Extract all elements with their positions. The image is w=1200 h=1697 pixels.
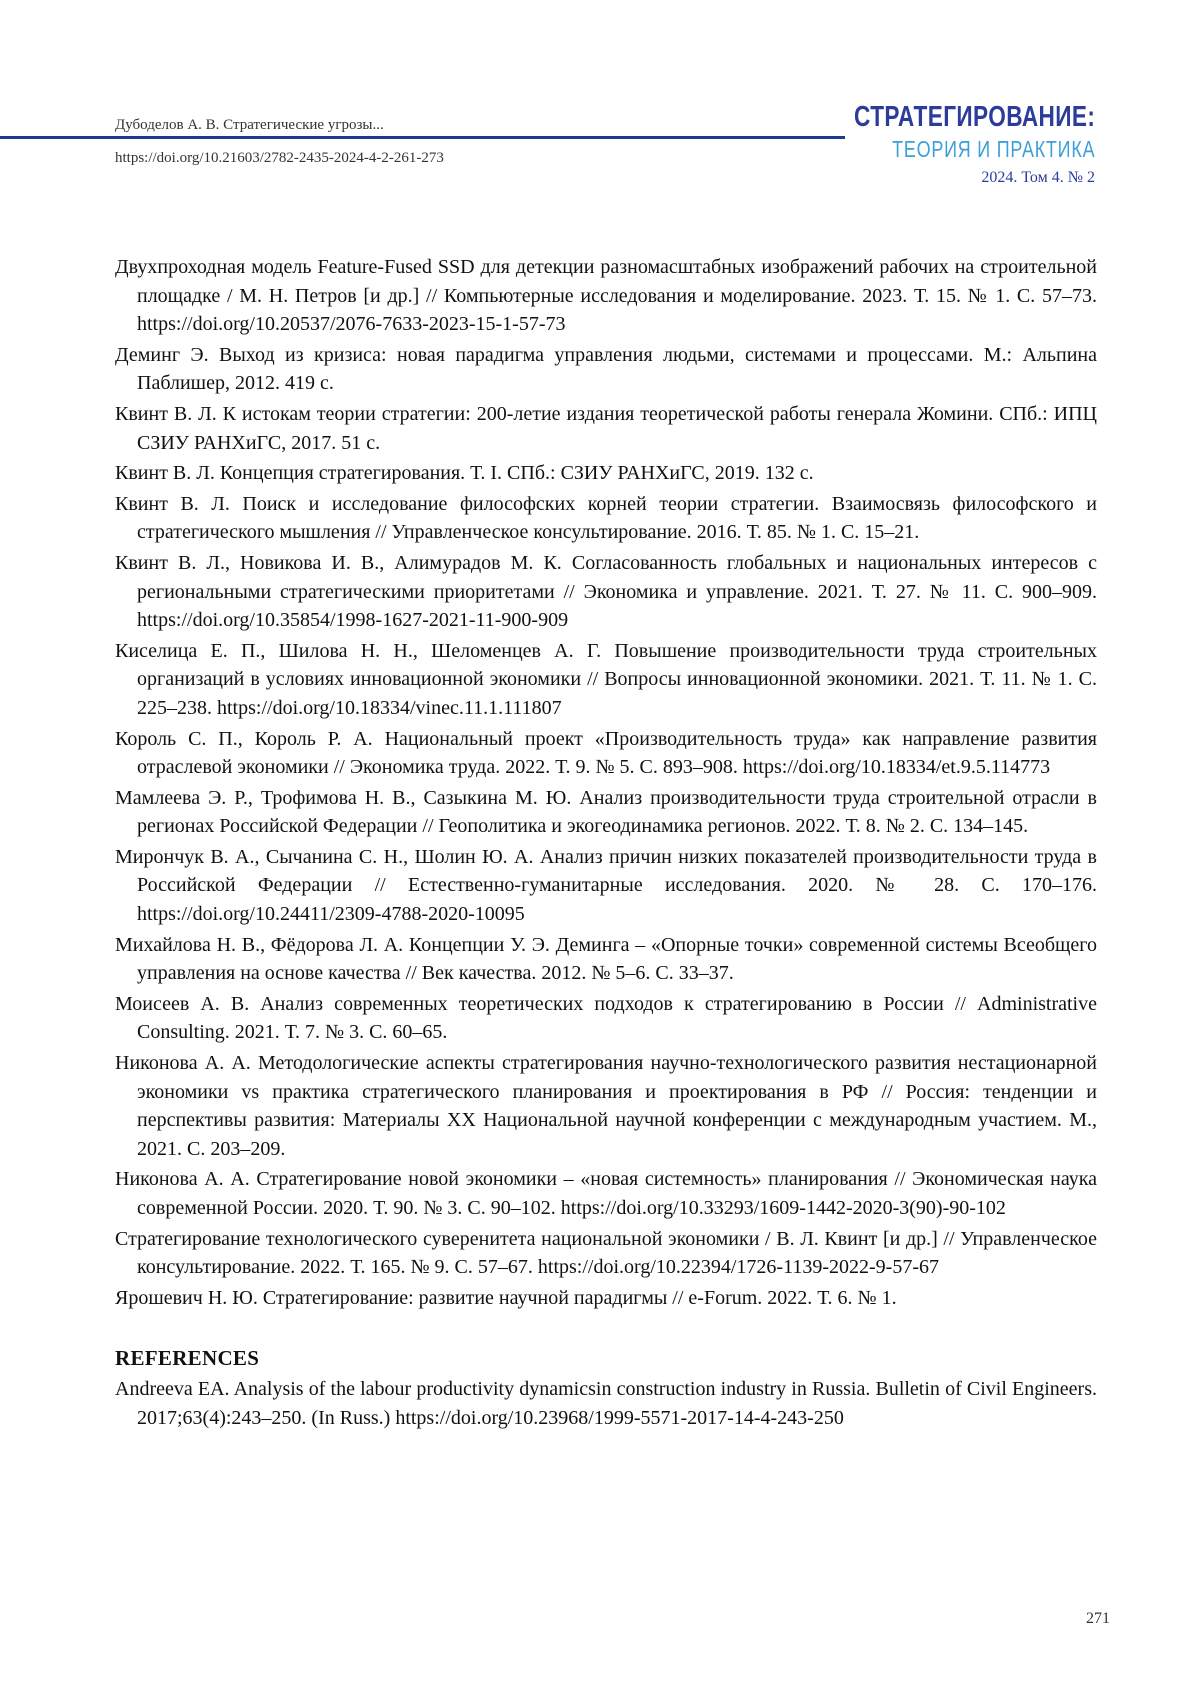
reference-item: Квинт В. Л., Новикова И. В., Алимурадов М. К. Согласованность глобальных и национальных интересов с региональными стратегическими приоритетами // Экономика и управление. 2021. Т. 27. № 11. С. 900–909. https://doi.org/10.35854/1998-1627-2021-11-900-909	[115, 549, 1097, 635]
header-rule	[0, 136, 845, 139]
reference-item: Киселица Е. П., Шилова Н. Н., Шеломенцев А. Г. Повышение производительности труда строительных организаций в условиях инновационной экономики // Вопросы инновационной экономики. 2021. Т. 11. № 1. С. 225–238. https://doi.org/10.18334/vinec.11.1.111807	[115, 637, 1097, 723]
reference-item: Михайлова Н. В., Фёдорова Л. А. Концепции У. Э. Деминга – «Опорные точки» современной системы Всеобщего управления на основе качества // Век качества. 2012. № 5–6. С. 33–37.	[115, 931, 1097, 988]
reference-item-en: Andreeva EA. Analysis of the labour productivity dynamicsin construction industry in Russia. Bulletin of Civil Engineers. 2017;63(4):243–250. (In Russ.) https://doi.org/10.23968/1999-5571-2017-14-4-243-250	[115, 1375, 1097, 1432]
reference-item: Деминг Э. Выход из кризиса: новая парадигма управления людьми, системами и процессами. М.: Альпина Паблишер, 2012. 419 с.	[115, 341, 1097, 398]
reference-item: Двухпроходная модель Feature-Fused SSD для детекции разномасштабных изображений рабочих на строительной площадке / М. Н. Петров [и др.] // Компьютерные исследования и моделирование. 2023. Т. 15. № 1. С. 57–73. https://doi.org/10.20537/2076-7633-2023-15-1-57-73	[115, 253, 1097, 339]
reference-item: Король С. П., Король Р. А. Национальный проект «Производительность труда» как направление развития отраслевой экономики // Экономика труда. 2022. Т. 9. № 5. С. 893–908. https://doi.org/10.18334/et.9.5.114773	[115, 725, 1097, 782]
journal-masthead	[786, 100, 1095, 187]
references-heading: REFERENCES	[115, 1346, 1097, 1371]
reference-item: Ярошевич Н. Ю. Стратегирование: развитие научной парадигмы // e-Forum. 2022. Т. 6. № 1.	[115, 1284, 1097, 1313]
reference-item: Квинт В. Л. К истокам теории стратегии: 200-летие издания теоретической работы генерала Жомини. СПб.: ИПЦ СЗИУ РАНХиГС, 2017. 51 с.	[115, 400, 1097, 457]
running-title: Дубоделов А. В. Стратегические угрозы...	[115, 117, 845, 142]
reference-item: Мамлеева Э. Р., Трофимова Н. В., Сазыкина М. Ю. Анализ производительности труда строительной отрасли в регионах Российской Федерации // Геополитика и экогеодинамика регионов. 2022. Т. 8. № 2. С. 134–145.	[115, 784, 1097, 841]
journal-title: СТРАТЕГИРОВАНИЕ:	[854, 100, 1095, 134]
reference-item: Квинт В. Л. Концепция стратегирования. Т. I. СПб.: СЗИУ РАНХиГС, 2019. 132 с.	[115, 459, 1097, 488]
bibliography	[115, 253, 1097, 1435]
reference-item: Стратегирование технологического суверенитета национальной экономики / В. Л. Квинт [и др.] // Управленческое консультирование. 2022. Т. 165. № 9. С. 57–67. https://doi.org/10.22394/1726-1139-2022-9-57-67	[115, 1225, 1097, 1282]
journal-subtitle: ТЕОРИЯ И ПРАКТИКА	[854, 134, 1095, 164]
page-number: 271	[1086, 1610, 1110, 1628]
reference-item: Никонова А. А. Стратегирование новой экономики – «новая системность» планирования // Экономическая наука современной России. 2020. Т. 90. № 3. С. 90–102. https://doi.org/10.33293/1609-1442-2020-3(90)-90-102	[115, 1165, 1097, 1222]
article-doi[interactable]: https://doi.org/10.21603/2782-2435-2024-4-2-261-273	[115, 150, 444, 167]
reference-item: Мирончук В. А., Сычанина С. Н., Шолин Ю. А. Анализ причин низких показателей производительности труда в Российской Федерации // Естественно-гуманитарные исследования. 2020. № 28. С. 170–176. https://doi.org/10.24411/2309-4788-2020-10095	[115, 843, 1097, 929]
journal-issue: 2024. Том 4. № 2	[786, 169, 1095, 187]
reference-item: Никонова А. А. Методологические аспекты стратегирования научно-технологического развития нестационарной экономики vs практика стратегического планирования и проектирования в РФ // Россия: тенденции и перспективы развития: Материалы XX Национальной научной конференции с международным участием. М., 2021. С. 203–209.	[115, 1049, 1097, 1163]
reference-item: Квинт В. Л. Поиск и исследование философских корней теории стратегии. Взаимосвязь философского и стратегического мышления // Управленческое консультирование. 2016. Т. 85. № 1. С. 15–21.	[115, 490, 1097, 547]
reference-item: Моисеев А. В. Анализ современных теоретических подходов к стратегированию в России // Administrative Consulting. 2021. Т. 7. № 3. С. 60–65.	[115, 990, 1097, 1047]
